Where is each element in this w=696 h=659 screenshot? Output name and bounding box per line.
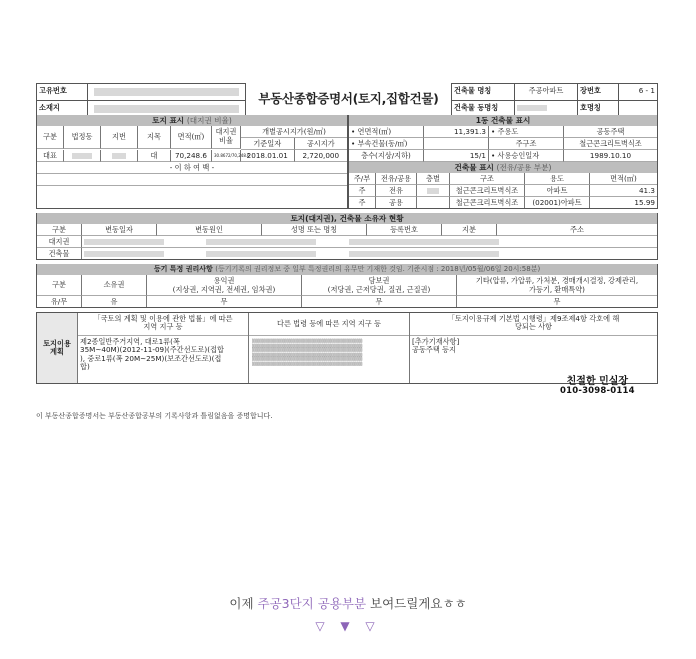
owner-col-6: 주소 — [497, 224, 657, 236]
land-row-area: 70,248.6 — [171, 150, 212, 162]
b2-r1-area: 15.99 — [634, 198, 655, 207]
id-value-redacted — [94, 88, 239, 96]
land-use-c2-fineprint: ▒▒▒▒▒▒▒▒▒▒▒▒▒▒▒▒▒▒▒▒▒▒▒▒▒▒▒▒▒▒▒▒▒▒▒▒▒▒▒▒▒ ▒▒▒▒▒▒▒▒▒▒▒▒▒▒▒▒▒▒▒▒▒▒▒▒▒▒▒▒▒▒▒▒▒▒▒▒▒▒▒▒▒ ▒▒▒▒▒▒▒▒▒▒▒▒▒▒▒▒▒▒▒▒▒▒▒▒▒▒▒▒▒▒▒▒▒▒▒▒▒▒▒▒▒ ▒▒▒▒▒▒▒▒▒▒▒▒▒▒▒▒▒▒▒▒▒▒▒▒▒▒▒▒▒▒▒▒▒▒▒▒▒▒▒▒▒ ▒▒▒▒▒▒▒▒▒▒▒▒▒▒▒▒▒▒▒▒▒▒▒▒▒▒▒▒▒▒▒▒▒▒▒▒▒▒▒▒▒ ▒▒▒▒▒▒▒▒▒▒▒▒▒▒▒▒▒▒▒▒▒▒▒▒▒▒▒▒▒▒▒▒▒▒▒▒▒▒▒▒▒ — [252, 339, 363, 366]
blog-caption: 이제 주공3단지 공용부분 보여드릴게요ㅎㅎ — [229, 596, 467, 611]
land-use-label: 토지이용 계획 — [37, 313, 78, 383]
document-title: 부동산종합증명서(토지,집합건물) — [258, 90, 439, 106]
land-empty-marker: - 이 하 여 백 - — [37, 162, 347, 174]
owner-col-4: 등록번호 — [367, 224, 442, 236]
b1-v-0: 11,391.3 — [424, 126, 489, 138]
b1-k-0: • 연면적(㎡) — [349, 126, 424, 138]
rights-section — [36, 264, 658, 308]
land-row-dong — [64, 150, 101, 162]
land-use-c3-head: 「토지이용규제 기본법 시행령」제9조제4항 각호에 해 당되는 사항 — [410, 313, 657, 336]
b2-r1-main: 주 — [349, 197, 376, 208]
b2-col-0: 주/부 — [349, 173, 376, 185]
b2-r0-struct: 철근콘크리트벽식조 — [450, 185, 525, 197]
building-name-label: 건축물 명칭 — [452, 84, 515, 100]
certificate-header — [36, 83, 658, 115]
land-row-ratio: 30.8672/70,248.6 — [212, 150, 241, 162]
b2-r0-use: 아파트 — [525, 185, 590, 197]
land-blank-row — [37, 186, 347, 197]
b2-col-2: 층별 — [417, 173, 450, 185]
building-section — [348, 115, 658, 209]
land-col-6: 개별공시지가(원/㎡) — [241, 126, 347, 138]
b2-col-3: 구조 — [450, 173, 525, 185]
owner-col-3: 성명 또는 명칭 — [262, 224, 367, 236]
b1-v2-1: 철근콘크리트벽식조 — [564, 138, 657, 150]
owner-col-0: 구분 — [37, 224, 82, 236]
land-use-c2-head: 다른 법령 등에 따른 지역 지구 등 — [249, 313, 409, 336]
b2-col-4: 용도 — [525, 173, 590, 185]
land-use-c3-body: [추가기재사항] 공동주택 등지 — [412, 337, 460, 355]
b2-r0-type: 전유 — [376, 185, 417, 197]
land-row-category: 대 — [138, 150, 171, 162]
land-col-1: 법정동 — [64, 126, 101, 149]
rights-col-0: 구분 — [37, 275, 82, 296]
rights-row-use: 무 — [147, 296, 302, 307]
land-band: 토지 표시 (대지권 비율) — [37, 115, 347, 126]
rights-col-4: 기타(압류, 가압류, 가처분, 경매개시결정, 강제관리, 가등기, 환매특약) — [457, 275, 657, 296]
b1-k2-1: 주구조 — [489, 138, 564, 150]
caption-highlight: 주공3단지 공용부분 — [257, 596, 367, 611]
address-value-redacted — [94, 105, 239, 113]
building2-band: 건축물 표시 (전유/공용 부분) — [349, 162, 657, 173]
rights-row-own: 유 — [82, 296, 147, 307]
building-name-value: 주공아파트 — [515, 84, 578, 100]
owner-col-2: 변동원인 — [157, 224, 262, 236]
land-col-5: 대지권 비율 — [212, 126, 241, 149]
land-subcol-date: 기준일자 — [241, 138, 295, 150]
b1-k-1: • 부속건물(동/㎡) — [349, 138, 424, 150]
b2-r1-type: 공용 — [376, 197, 417, 208]
owner-band: 토지(대지권), 건축물 소유자 현황 — [37, 213, 657, 224]
down-arrows-icon: ▽ ▼ ▽ — [315, 619, 381, 633]
building-dong-label: 건축물 동명칭 — [452, 101, 515, 117]
id-label: 고유번호 — [37, 84, 88, 100]
address-label: 소재지 — [37, 101, 88, 117]
land-row-date: 2018.01.01 — [241, 150, 295, 162]
b2-r1-struct: 철근콘크리트벽식조 — [450, 197, 525, 208]
land-col-4: 면적(㎡) — [171, 126, 212, 149]
b2-r0-main: 주 — [349, 185, 376, 197]
b1-v2-2: 1989.10.10 — [564, 150, 657, 162]
owner-section — [36, 213, 658, 260]
sheet-no-value: 6 - 1 — [638, 86, 655, 95]
owner-row-land-redacted — [82, 236, 657, 248]
b1-v2-0: 공동주택 — [564, 126, 657, 138]
land-col-2: 지번 — [101, 126, 138, 149]
owner-row-land: 대지권 — [37, 236, 82, 248]
land-use-section — [36, 312, 658, 384]
stamp-name: 친절한 민실장 — [566, 376, 629, 387]
stamp-phone: 010-3098-0114 — [560, 386, 635, 396]
land-col-3: 지목 — [138, 126, 171, 149]
footer-note: 이 부동산종합증명서는 부동산종합공부의 기록사항과 틀림없음을 증명합니다. — [36, 412, 273, 420]
sheet-no-label: 장번호 — [578, 84, 619, 100]
rights-row-label: 유/무 — [37, 296, 82, 307]
b2-col-1: 전유/공용 — [376, 173, 417, 185]
owner-col-1: 변동일자 — [82, 224, 157, 236]
b1-v-1 — [424, 138, 489, 150]
building1-band: 1동 건축물 표시 — [349, 115, 657, 126]
b2-r1-use: (02001)아파트 — [525, 197, 590, 208]
b1-k2-0: • 주용도 — [489, 126, 564, 138]
property-certificate — [36, 83, 658, 384]
owner-row-bldg-redacted — [82, 248, 657, 259]
land-blank-row — [37, 174, 347, 186]
land-use-c1-head: 「국토의 계획 및 이용에 관한 법률」에 따른 지역 지구 등 — [78, 313, 248, 336]
land-section — [36, 115, 348, 209]
rights-band: 등기 특정 권리사항 (등기기록의 권리정보 중 일부 특정권리의 유무만 기재한 것임. 기준시점 : 2018년/05월/06일 20시:58분) — [37, 264, 657, 275]
rights-col-3: 담보권 (저당권, 근저당권, 질권, 근질권) — [302, 275, 457, 296]
rights-row-other: 무 — [553, 297, 561, 306]
owner-col-5: 지분 — [442, 224, 497, 236]
rights-col-2: 용익권 (지상권, 지역권, 전세권, 임차권) — [147, 275, 302, 296]
land-row-jibun — [101, 150, 138, 162]
ho-label: 호명칭 — [578, 101, 619, 117]
b2-r0-area: 41.3 — [590, 185, 657, 197]
land-row-type: 대표 — [37, 150, 64, 162]
land-use-c1-body: 제2종일반주거지역, 대로1류(폭 35M~40M)(2012-11-09)(주간선도로)(접합 ), 중로1류(폭 20M~25M)(보조간선도로)(접 합) — [80, 337, 224, 371]
land-col-0: 구분 — [37, 126, 64, 149]
rights-col-1: 소유권 — [82, 275, 147, 296]
b1-k-2: 층수(지상/지하) — [349, 150, 424, 162]
agent-stamp — [560, 376, 635, 396]
b1-v-2: 15/1 — [424, 150, 489, 162]
b2-r1-floor — [417, 197, 450, 208]
land-subcol-price: 공시지가 — [295, 138, 348, 150]
land-row-price: 2,720,000 — [295, 150, 348, 162]
b1-k2-2: • 사용승인일자 — [489, 150, 564, 162]
b2-col-5: 면적(㎡) — [590, 173, 657, 185]
rights-row-mortgage: 무 — [302, 296, 457, 307]
b2-r0-floor — [417, 185, 450, 197]
owner-row-bldg: 건축물 — [37, 248, 82, 259]
